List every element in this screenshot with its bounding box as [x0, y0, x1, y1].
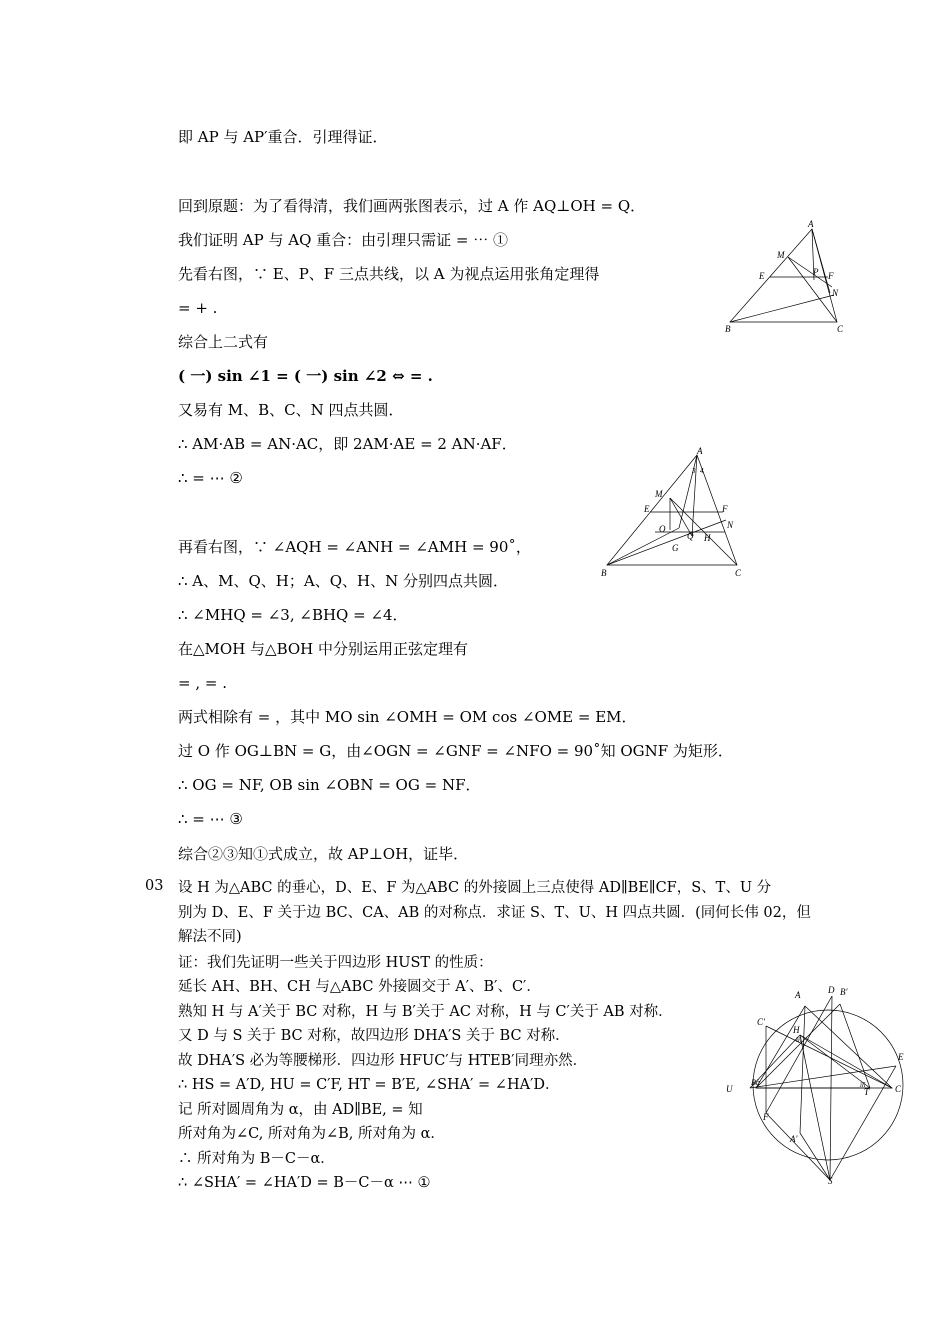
label-a: A — [697, 446, 703, 456]
figure-3-circle — [720, 980, 915, 1190]
label-c-prime: C′ — [757, 1017, 765, 1027]
label-f: F — [722, 504, 728, 514]
text-line: 先看右图，∵ E、P、F 三点共线，以 A 为视点运用张角定理得 — [178, 265, 600, 283]
text-line: 再看右图，∵ ∠AQH = ∠ANH = ∠AMH = 90˚， — [178, 538, 531, 556]
text-line: ∴ OG = NF, OB sin ∠OBN = OG = NF． — [178, 776, 481, 794]
text-line: 综合②③知①式成立，故 AP⊥OH，证毕． — [178, 845, 469, 863]
label-e: E — [759, 271, 765, 281]
text-line: = + . — [178, 299, 218, 317]
figure-1-triangle — [720, 215, 855, 340]
text-line: 又 D 与 S 关于 BC 对称，故四边形 DHA′S 关于 BC 对称． — [178, 1028, 570, 1044]
text-line: 又易有 M、B、C、N 四点共圆． — [178, 401, 404, 419]
text-line: ∴ AM·AB = AN·AC，即 2AM·AE = 2 AN·AF． — [178, 435, 517, 453]
label-a: A — [808, 219, 814, 229]
text-line: 解法不同) — [178, 929, 242, 945]
label-b-prime: B′ — [840, 987, 848, 997]
text-line: 我们证明 AP 与 AQ 重合：由引理只需证 = ⋯ ① — [178, 231, 509, 249]
label-f: F — [828, 271, 834, 281]
label-s: S — [828, 1176, 833, 1186]
label-b: B — [725, 324, 731, 334]
text-line: 故 DHA′S 必为等腰梯形．四边形 HFUC′与 HTEB′同理亦然． — [178, 1053, 588, 1069]
label-c: C — [837, 324, 844, 334]
label-c: C — [735, 568, 742, 578]
label-garbled-1: ìñ — [796, 1036, 802, 1044]
text-line: 在△MOH 与△BOH 中分别运用正弦定理有 — [178, 640, 469, 658]
figure-2-triangle — [595, 440, 755, 585]
text-line: 证：我们先证明一些关于四边形 HUST 的性质： — [178, 955, 493, 971]
text-line: 设 H 为△ABC 的垂心，D、E、F 为△ABC 的外接圆上三点使得 AD∥BE∥CF，S、T、U 分 — [178, 880, 772, 896]
text-line: ∴ = ⋯ ③ — [178, 810, 243, 828]
problem-number: 03 — [145, 878, 164, 894]
label-p: P — [813, 267, 819, 277]
label-m: M — [655, 489, 663, 499]
text-line: 过 O 作 OG⊥BN = G，由∠OGN = ∠GNF = ∠NFO = 90˚知 OGNF 为矩形． — [178, 742, 733, 760]
label-e: E — [644, 504, 650, 514]
label-u: U — [726, 1084, 733, 1094]
label-q: Q — [687, 531, 694, 541]
text-line: ∴ = ⋯ ② — [178, 469, 243, 487]
label-f: F — [763, 1112, 769, 1122]
label-garbled-2: Bà — [751, 1078, 760, 1087]
label-m: M — [777, 250, 785, 260]
text-line: ∴ ∠MHQ = ∠3, ∠BHQ = ∠4． — [178, 606, 408, 624]
text-line: 回到原题：为了看得清，我们画两张图表示，过 A 作 AQ⊥OH = Q． — [178, 197, 646, 215]
label-a-prime: A′ — [790, 1134, 798, 1144]
label-angle-3: 3 — [692, 467, 696, 475]
triangle-abc — [756, 1006, 892, 1088]
label-b: B — [601, 568, 607, 578]
label-d: D — [828, 985, 835, 995]
label-a: A — [795, 990, 801, 1000]
label-g: G — [672, 543, 679, 553]
text-line: 所对角为∠C, 所对角为∠B, 所对角为 α． — [178, 1126, 445, 1142]
circumcircle — [753, 1010, 903, 1160]
label-t: T — [864, 1087, 870, 1097]
text-line: 记 所对圆周角为 α，由 AD∥BE, = 知 — [178, 1102, 423, 1118]
label-n: N — [727, 520, 734, 530]
text-line: ∴ 所对角为 B－C－α． — [178, 1151, 335, 1167]
label-angle-4: 4 — [700, 467, 704, 475]
text-line: ( 一) sin ∠1 = ( 一) sin ∠2 ⇔ = . — [178, 367, 433, 385]
text-line: 熟知 H 与 A′关于 BC 对称，H 与 B′关于 AC 对称，H 与 C′关于 AB 对称． — [178, 1004, 673, 1020]
label-n: N — [832, 288, 839, 298]
text-line: 即 AP 与 AP′重合．引理得证． — [178, 128, 388, 146]
label-garbled-3: ìñ — [860, 1081, 866, 1089]
label-h: H — [704, 533, 711, 543]
label-c: C — [895, 1084, 902, 1094]
text-line: ∴ HS = A′D, HU = C′F, HT = B′E, ∠SHA′ = ∠HA′D． — [178, 1077, 560, 1093]
text-line: ∴ A、M、Q、H；A、Q、H、N 分别四点共圆． — [178, 572, 508, 590]
label-e: E — [898, 1052, 904, 1062]
text-line: ∴ ∠SHA′ = ∠HA′D = B－C－α ⋯ ① — [178, 1175, 431, 1191]
text-line: 两式相除有 = ，其中 MO sin ∠OMH = OM cos ∠OME = EM． — [178, 708, 637, 726]
text-line: 别为 D、E、F 关于边 BC、CA、AB 的对称点．求证 S、T、U、H 四点共圆．(同何长伟 02，但 — [178, 905, 811, 921]
text-line: 综合上二式有 — [178, 333, 269, 351]
label-o: O — [659, 524, 666, 534]
text-line: = , = . — [178, 674, 227, 692]
text-line: 延长 AH、BH、CH 与△ABC 外接圆交于 A′、B′、C′． — [178, 979, 541, 995]
label-h: H — [793, 1025, 800, 1035]
